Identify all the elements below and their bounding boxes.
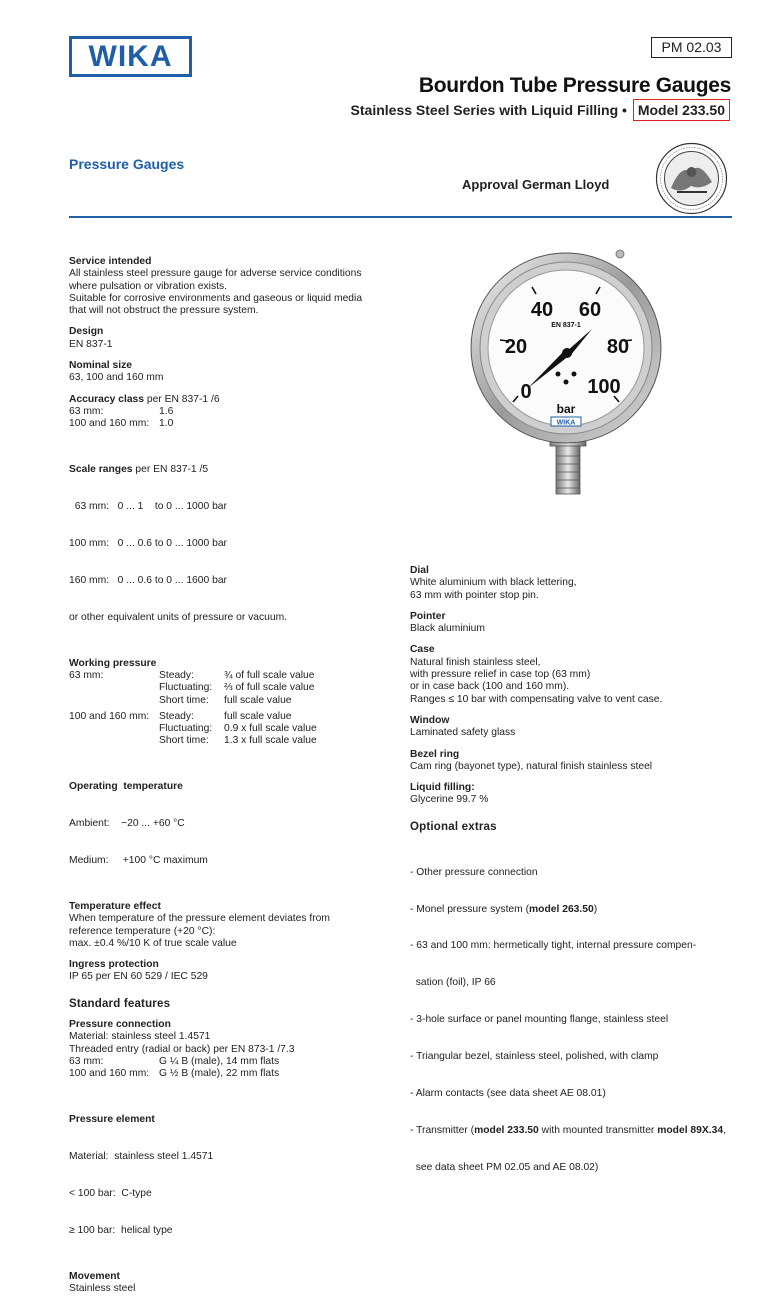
row-value: ⅔ of full scale value [224, 682, 315, 694]
row-label [69, 695, 159, 707]
text-line: Material: stainless steel 1.4571 [69, 1151, 214, 1162]
block-heading: Pointer [410, 610, 446, 622]
text-line: ≥ 100 bar: helical type [69, 1224, 173, 1236]
pressure-gauge-image [470, 236, 662, 504]
row-label: 100 and 160 mm: [69, 1068, 150, 1080]
gauge-brand: WIKA [556, 419, 576, 427]
row-value: G ¼ B (male), 14 mm flats [159, 1055, 280, 1067]
gauge-label: 60 [578, 299, 602, 321]
row-value: full scale value [224, 694, 292, 706]
block-heading: Working pressure [69, 657, 157, 669]
block-heading: Liquid filling: [410, 782, 475, 794]
block-heading: Nominal size [69, 360, 132, 372]
block-heading: Design [69, 326, 104, 338]
row-type: Steady: [159, 669, 194, 681]
row-value: 1.0 [159, 418, 174, 430]
row-type: Short time: [159, 735, 209, 747]
gauge-unit: bar [556, 402, 576, 416]
text-line: or other equivalent units of pressure or vacuum. [69, 611, 288, 623]
row-type: Steady: [159, 710, 194, 722]
block-heading: Temperature effect [69, 900, 161, 912]
row-label: 63 mm: [69, 669, 104, 681]
row-value: 0.9 x full scale value [224, 723, 317, 735]
text-line: or in case back (100 and 160 mm). [410, 681, 570, 693]
block-heading: Dial [410, 565, 429, 576]
pressure-connection [69, 1019, 399, 1080]
model-ref: model 233.50 [474, 1124, 539, 1136]
row-value: 1.3 x full scale value [224, 735, 317, 747]
text-line: where pulsation or vibration exists. [69, 280, 227, 292]
row-label: 100 and 160 mm: [69, 710, 150, 722]
text-line: Stainless steel [69, 1282, 136, 1294]
text-span: - Monel pressure system ( [410, 903, 530, 915]
list-item: - Triangular bezel, stainless steel, polished, with clamp [410, 1051, 659, 1063]
heading-suffix: per EN 837-1 /5 [132, 464, 209, 476]
working-pressure [69, 658, 399, 748]
text-line: 100 mm: 0 ... 0.6 to 0 ... 1000 bar [69, 537, 227, 549]
text-line: White aluminium with black lettering, [410, 577, 577, 589]
row-label: 63 mm: [69, 1055, 104, 1067]
window [410, 715, 732, 740]
text-line: 160 mm: 0 ... 0.6 to 0 ... 1600 bar [69, 574, 227, 586]
block-heading: Movement [69, 1270, 120, 1282]
text-span: , [723, 1124, 726, 1136]
case [410, 644, 732, 705]
document-code: PM 02.03 [651, 37, 732, 58]
list-item: sation (foil), IP 66 [410, 977, 496, 989]
text-line: Glycerine 99.7 % [410, 794, 489, 806]
text-line: with pressure relief in case top (63 mm) [410, 669, 591, 681]
row-label: 100 and 160 mm: [69, 418, 150, 430]
pressure-element [69, 1090, 399, 1262]
list-item: - Other pressure connection [410, 866, 538, 878]
row-label [69, 723, 159, 735]
gauge-label: 0 [520, 381, 532, 403]
text-line: < 100 bar: C-type [69, 1187, 152, 1199]
pointer [410, 611, 732, 636]
row-label [69, 735, 159, 747]
list-item: - 63 and 100 mm: hermetically tight, internal pressure compen- [410, 940, 697, 952]
accuracy-class [69, 394, 399, 431]
text-span: ) [593, 903, 598, 915]
scale-ranges [69, 440, 399, 649]
list-item: see data sheet PM 02.05 and AE 08.02) [410, 1161, 599, 1173]
left-column [69, 256, 399, 1304]
wika-logo: WIKA [69, 36, 192, 77]
text-line: Laminated safety glass [410, 727, 516, 739]
model-ref: model 263.50 [529, 903, 594, 915]
row-value: 1.6 [159, 405, 174, 417]
block-heading: Operating temperature [69, 781, 183, 793]
text-line: EN 837-1 [69, 338, 113, 350]
list-item [410, 1125, 732, 1137]
subtitle-text: Stainless Steel Series with Liquid Filling • [350, 102, 627, 118]
text-line: Natural finish stainless steel, [410, 656, 541, 668]
text-line: 63 mm: 0 ... 1 to 0 ... 1000 bar [69, 501, 227, 513]
ingress-protection [69, 959, 399, 984]
right-column [410, 565, 732, 1199]
design [69, 326, 399, 351]
row-value: ¾ of full scale value [224, 669, 315, 681]
nominal-size [69, 360, 399, 385]
temperature-effect [69, 901, 399, 950]
optional-extras-list [410, 842, 732, 1199]
row-label: 63 mm: [69, 405, 104, 417]
text-span: - Transmitter ( [410, 1124, 475, 1136]
section-heading: Pressure Gauges [69, 156, 185, 172]
block-heading: Scale ranges [69, 464, 133, 476]
row-label [69, 682, 159, 694]
text-line: Ambient: −20 ... +60 °C [69, 818, 185, 830]
operating-temperature [69, 757, 399, 892]
dial [410, 565, 732, 602]
model-ref: model 89X.34 [657, 1124, 724, 1136]
text-line: that will not obstruct the pressure system. [69, 305, 259, 317]
optional-extras-heading: Optional extras [410, 820, 497, 833]
block-heading: Case [410, 644, 435, 656]
heading-suffix: per EN 837-1 /6 [144, 393, 220, 405]
row-value: full scale value [224, 710, 292, 722]
text-line: Material: stainless steel 1.4571 [69, 1031, 211, 1043]
service-intended [69, 256, 399, 317]
block-heading: Bezel ring [410, 748, 460, 760]
row-type: Short time: [159, 694, 209, 706]
row-value: G ½ B (male), 22 mm flats [159, 1068, 280, 1080]
model-number: Model 233.50 [633, 99, 730, 121]
row-type: Fluctuating: [159, 723, 213, 735]
row-type: Fluctuating: [159, 682, 213, 694]
text-line: IP 65 per EN 60 529 / IEC 529 [69, 971, 208, 983]
list-item: - Alarm contacts (see data sheet AE 08.01) [410, 1087, 606, 1099]
text-line: Cam ring (bayonet type), natural finish stainless steel [410, 760, 653, 772]
block-heading: Pressure element [69, 1114, 155, 1126]
liquid-filling [410, 782, 732, 807]
germanischer-lloyd-seal-icon [655, 142, 728, 215]
text-span: with mounted transmitter [538, 1124, 658, 1136]
text-line: All stainless steel pressure gauge for adverse service conditions [69, 268, 362, 280]
text-line: Medium: +100 °C maximum [69, 855, 208, 867]
block-heading: Window [410, 714, 450, 726]
block-heading: Accuracy class [69, 393, 144, 405]
text-line: When temperature of the pressure element deviates from [69, 913, 330, 925]
bezel-ring [410, 749, 732, 774]
text-line: reference temperature (+20 °C): [69, 925, 216, 937]
text-line: Black aluminium [410, 623, 485, 635]
list-item: - 3-hole surface or panel mounting flange, stainless steel [410, 1014, 669, 1026]
movement [69, 1271, 399, 1296]
block-heading: Pressure connection [69, 1019, 171, 1031]
gauge-label: 20 [504, 336, 528, 358]
list-item [410, 904, 732, 916]
page-title: Bourdon Tube Pressure Gauges [418, 74, 731, 97]
gauge-label: 100 [587, 376, 621, 398]
block-heading: Service intended [69, 256, 152, 267]
text-line: Ranges ≤ 10 bar with compensating valve to vent case. [410, 693, 663, 705]
text-line: Suitable for corrosive environments and gaseous or liquid media [69, 292, 363, 304]
approval-label: Approval German Lloyd [462, 177, 610, 192]
gauge-standard: EN 837-1 [551, 322, 581, 329]
standard-features-heading: Standard features [69, 997, 171, 1010]
page-subtitle [351, 102, 730, 118]
block-heading: Ingress protection [69, 959, 159, 971]
text-line: 63 mm with pointer stop pin. [410, 589, 539, 601]
gauge-label: 40 [530, 299, 554, 321]
gauge-label: 80 [606, 336, 630, 358]
text-line: max. ±0.4 %/10 K of true scale value [69, 937, 237, 949]
header-divider [69, 216, 732, 218]
text-line: 63, 100 and 160 mm [69, 372, 164, 384]
text-line: Threaded entry (radial or back) per EN 873-1 /7.3 [69, 1043, 295, 1055]
